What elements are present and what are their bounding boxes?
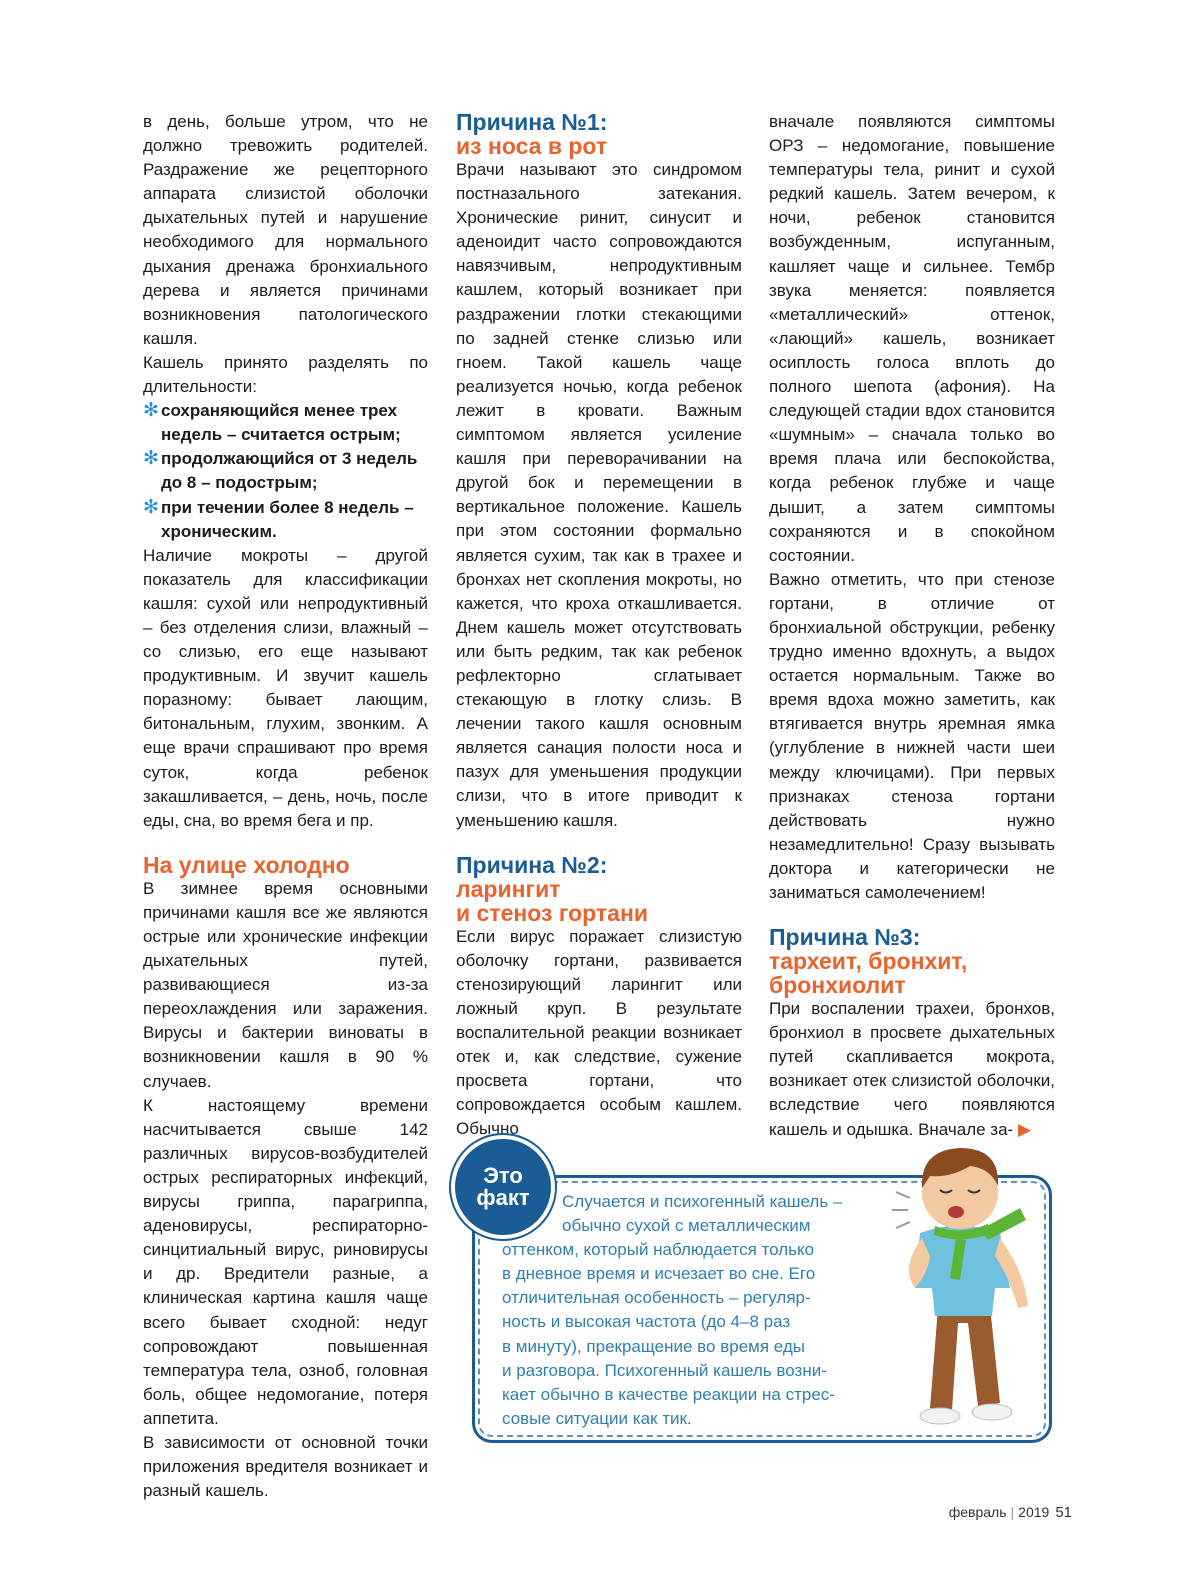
paragraph: вначале появляются симптомы ОРЗ – недомогание, повышение температуры тела, ринит и сухой редкий кашель. Затем вечером, к ночи, ребенок становится возбужденным, испуганным, кашляет чаще и сильнее. Тембр звука меняется: появляется «металлический» оттенок, «лающий» кашель, возникает осиплость голоса вплоть до полного шепота (афония). На следующей стадии вдох становится «шумным» – сначала только во время плача или беспокойства, когда ребенок глубже и чаще дышит, а затем симптомы сохраняются и в спокойном состоянии. [769,112,1055,565]
cause-2-subtitle-2: и стеноз гортани [456,899,648,926]
paragraph: Врачи называют это синдромом постназального затекания. Хронические ринит, синусит и аденоидит часто сопровождаются навязчивым, непродуктивным кашлем, который возникает при раздражении глотки стекающими по задней стенке слизью или гноем. Такой кашель чаще реализуется ночью, когда ребенок лежит в кровати. Важным симптомом является усиление кашля при переворачивании на другой бок и перемещении в вертикальное положение. Кашель при этом состоянии формально является сухим, так как в трахее и бронхах нет скопления мокроты, но кажется, что кроха откашливается. Днем кашель может отсутствовать или быть редким, так как ребенок рефлекторно сглатывает стекающую в глотку слизь. В лечении такого кашля основным является санация полости носа и пазух для уменьшения продукции слизи, что в итоге приводит к уменьшению кашля. [456,160,742,830]
footer-month: февраль [948,1504,1007,1520]
paragraph: В зависимости от основной точки приложения вредителя возникает и разный кашель. [143,1432,428,1501]
footer-year: 2019 [1018,1504,1050,1520]
cause-3-subtitle: тархеит, бронхит, [769,948,968,975]
paragraph: Важно отметить, что при стенозе гортани, в отличие от бронхиальной обструкции, ребенку трудно именно вдохнуть, а выдох остается нормальным. Также во время вдоха можно заметить, как втягивается внутрь яремная ямка (углубление в нижней части шеи между ключицами). При первых признаках стеноза гортани действовать нужно незамедлительно! Сразу вызывать доктора и категорически не заниматься самолечением! [769,569,1055,902]
continue-arrow-icon: ▶ [1017,1119,1032,1139]
asterisk-bullet-icon: ✻ [143,448,159,470]
paragraph: Если вирус поражает слизистую оболочку гортани, развивается стенозирующий ларингит или ложный круп. В результате воспалительной реакции возникает отек и, как следствие, сужение просвета гортани, что сопровождается особым кашлем. Обычно [456,926,742,1139]
cause-1-subtitle: из носа в рот [456,133,608,159]
paragraph: Кашель принято разделять по длительности: [143,352,428,397]
paragraph: в день, больше утром, что не должно тревожить родителей. Раздражение же рецепторного аппарата слизистой оболочки дыхательных путей и нарушение необходимого для нормального дыхания дренажа бронхиального дерева и является причинами возникновения патологического кашля. [143,112,428,348]
column-1 [143,110,428,1503]
asterisk-bullet-icon: ✻ [143,400,159,422]
list-item: ✻ продолжающийся от 3 недель до 8 – подострым; [143,447,428,495]
section-heading: На улице холодно [143,851,350,878]
list-item: ✻ сохраняющийся менее трех недель – считается острым; [143,399,428,447]
column-2 [456,110,742,1141]
page-number: 51 [1055,1504,1072,1521]
column-3 [769,110,1055,1142]
cause-1-title: Причина №1: [456,109,608,135]
coughing-boy-illustration [860,1138,1050,1438]
paragraph: К настоящему времени насчитывается свыше 142 различных вирусов-возбудителей острых респираторных инфекций, вирусы гриппа, парагриппа, аденовирусы, респираторно-синцитиальный вирус, риновирусы и др. Вредители разные, а клиническая картина кашля чаще всего бывает сходной: недуг сопровождают повышенная температура тела, озноб, головная боль, общее недомогание, потеря аппетита. [143,1095,428,1428]
paragraph: При воспалении трахеи, бронхов, бронхиол в просвете дыхательных путей скапливается мокрота, возникает отек слизистой оболочки, вследствие чего появляются кашель и одышка. Вначале за- ▶ [769,999,1055,1139]
cause-2-title: Причина №2: [456,851,608,878]
fact-badge: Это факт [455,1139,551,1235]
list-item: ✻ при течении более 8 недель – хроническим. [143,496,428,544]
cause-2-subtitle: ларингит [456,875,561,902]
cause-3-subtitle-2: бронхиолит [769,972,906,999]
page-footer: февраль | 2019 51 [948,1504,1072,1521]
paragraph: Наличие мокроты – другой показатель для классификации кашля: сухой или непродуктивный – без отделения слизи, влажный – со слизью, его еще называют продуктивным. И звучит кашель поразному: бывает лающим, битональным, глухим, звонким. А еще врачи спрашивают про время суток, когда ребенок закашливается, – день, ночь, после еды, сна, во время бега и пр. [143,545,428,830]
paragraph: В зимнее время основными причинами кашля все же являются острые или хронические инфекции дыхательных путей, развивающиеся из-за переохлаждения или заражения. Вирусы и бактерии виноваты в возникновении кашля в 90 % случаев. [143,878,428,1091]
fact-text: Случается и психогенный кашель – обычно сухой с металлическим оттенком, который наблюдается только в дневное время и исчезает во сне. Его отличительная особенность – регуляр- ность и высокая частота (до 4–8 раз в минуту), прекращение во время еды и разговора. Психогенный кашель возни- кает обычно в качестве реакции на стрес- совые ситуации как тик. [502,1192,843,1428]
cause-3-title: Причина №3: [769,924,921,951]
asterisk-bullet-icon: ✻ [143,496,159,518]
